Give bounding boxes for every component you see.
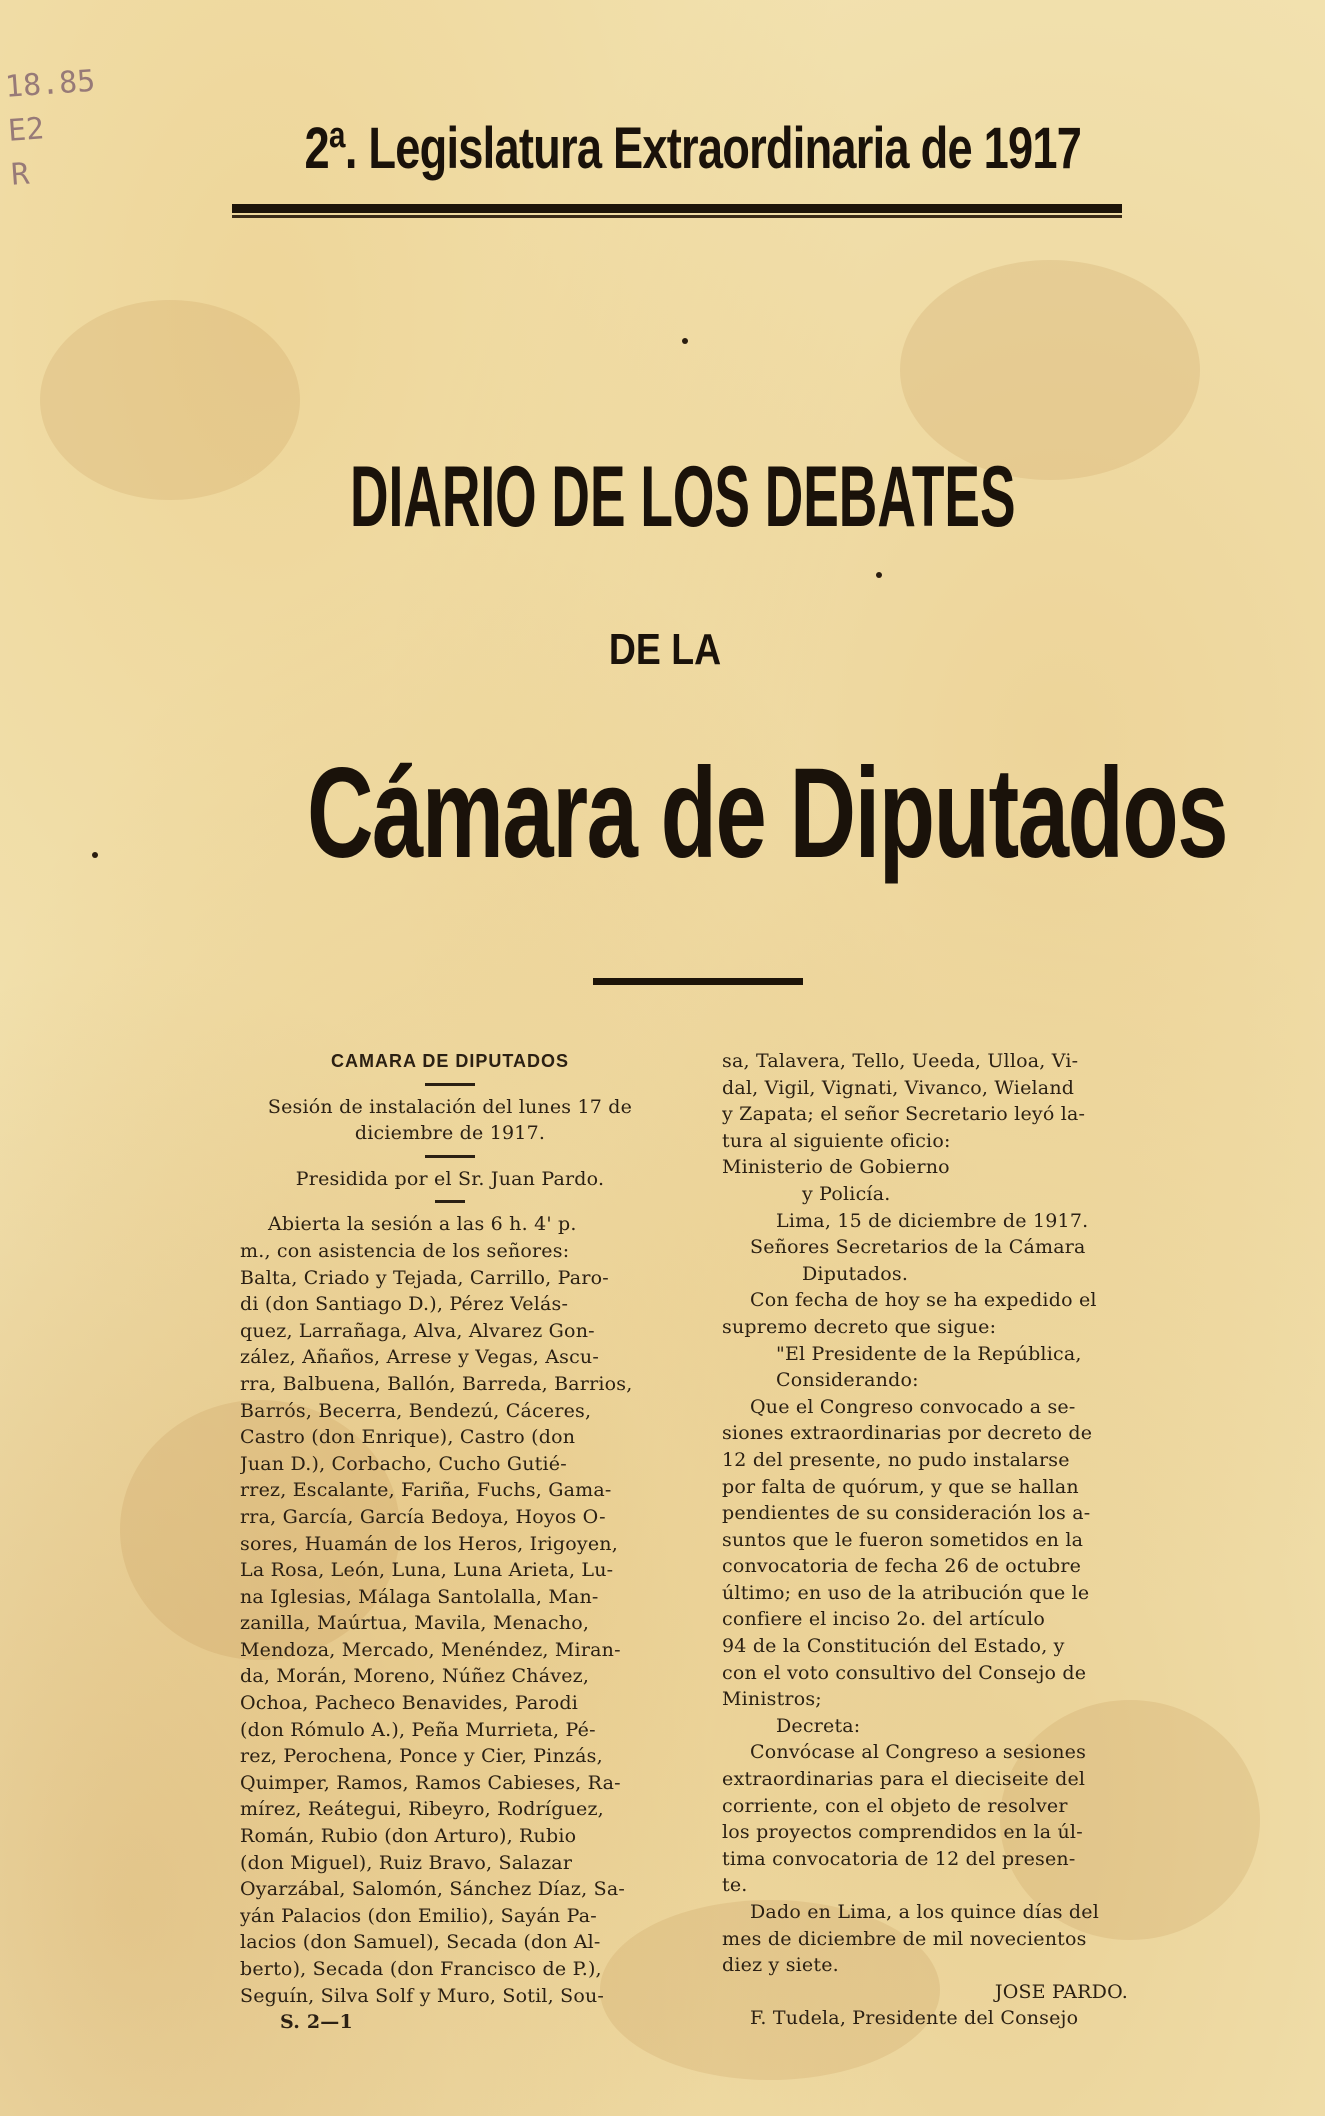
text-line: 12 del presente, no pudo instalarse [722, 1448, 1070, 1471]
text-line: 94 de la Constitución del Estado, y [722, 1635, 1065, 1658]
column-heading: CAMARA DE DIPUTADOS [331, 1051, 569, 1071]
short-rule [425, 1083, 475, 1086]
text-line: con el voto consultivo del Consejo de [722, 1661, 1087, 1684]
text-line: sa, Talavera, Tello, Ueeda, Ulloa, Vi- [722, 1050, 1079, 1072]
text-line: da, Morán, Moreno, Núñez Chávez, [240, 1665, 590, 1688]
text-line: rrez, Escalante, Fariña, Fuchs, Gama- [240, 1479, 612, 1502]
text-line: dal, Vigil, Vignati, Vivanco, Wieland [722, 1076, 1075, 1099]
text-line: Juan D.), Corbacho, Cucho Gutié- [240, 1452, 567, 1475]
subtitle-de-la: DE LA [608, 625, 722, 674]
text-line: diez y siete. [722, 1954, 839, 1977]
text-line: Mendoza, Mercado, Menéndez, Miran- [240, 1638, 621, 1661]
text-line: Quimper, Ramos, Ramos Cabieses, Ra- [240, 1771, 621, 1794]
text-line: Con fecha de hoy se ha expedido el [750, 1289, 1097, 1312]
text-line: Román, Rubio (don Arturo), Rubio [240, 1825, 577, 1848]
session-line: diciembre de 1917. [354, 1122, 546, 1145]
text-line: suntos que le fueron sometidos en la [722, 1528, 1084, 1551]
text-line: Considerando: [776, 1369, 919, 1392]
right-column [722, 1048, 1152, 2032]
session-line: Sesión de instalación del lunes 17 de [267, 1095, 633, 1118]
text-line: sores, Huamán de los Heros, Irigoyen, [240, 1532, 618, 1555]
text-line: di (don Santiago D.), Pérez Velás- [240, 1293, 569, 1316]
short-rule [425, 1155, 475, 1158]
text-line: Ministerio de Gobierno [722, 1156, 950, 1179]
heading-rule [232, 204, 1122, 213]
text-line: La Rosa, León, Luna, Luna Arieta, Lu- [240, 1559, 614, 1582]
text-line: na Iglesias, Málaga Santolalla, Man- [240, 1585, 599, 1608]
signature-mark: S. 2—1 [280, 2011, 353, 2034]
text-line: pendientes de su consideración los a- [722, 1502, 1091, 1525]
text-line: Decreta: [776, 1714, 861, 1737]
ink-dot [876, 572, 882, 578]
text-line: mírez, Reátegui, Ribeyro, Rodríguez, [240, 1798, 604, 1821]
text-line: supremo decreto que sigue: [722, 1315, 997, 1338]
chamber-title: Cámara de Diputados [307, 742, 1228, 885]
text-line: m., con asistencia de los señores: [240, 1239, 570, 1262]
short-rule [435, 1200, 465, 1203]
text-line: los proyectos comprendidos en la úl- [722, 1821, 1083, 1844]
ink-dot [682, 338, 688, 344]
text-line: Que el Congreso convocado a se- [750, 1395, 1076, 1418]
text-line: tura al siguiente oficio: [722, 1129, 951, 1152]
text-line: JOSE PARDO. [994, 1980, 1128, 2003]
text-line: quez, Larrañaga, Alva, Alvarez Gon- [240, 1319, 595, 1342]
text-line: zález, Añaños, Arrese y Vegas, Ascu- [240, 1346, 599, 1369]
text-line: Castro (don Enrique), Castro (don [240, 1426, 576, 1449]
ink-dot [92, 852, 98, 858]
text-line: convocatoria de fecha 26 de octubre [722, 1555, 1082, 1578]
text-line: siones extraordinarias por decreto de [722, 1422, 1093, 1445]
text-line: Oyarzábal, Salomón, Sánchez Díaz, Sa- [240, 1878, 625, 1901]
text-line: Lima, 15 de diciembre de 1917. [776, 1209, 1089, 1232]
text-line: lacios (don Samuel), Secada (don Al- [240, 1931, 601, 1954]
margin-note: 18.85 E2 R [3, 63, 97, 193]
text-line: F. Tudela, Presidente del Consejo [750, 2007, 1079, 2030]
text-line: "El Presidente de la República, [776, 1342, 1082, 1365]
text-line: tima convocatoria de 12 del presen- [722, 1847, 1076, 1870]
text-line: Dado en Lima, a los quince días del [750, 1901, 1099, 1923]
text-line: berto), Secada (don Francisco de P.), [240, 1958, 602, 1980]
text-line: rra, García, García Bedoya, Hoyos O- [240, 1505, 606, 1528]
text-line: y Policía. [802, 1182, 891, 1205]
text-line: Ministros; [722, 1688, 822, 1711]
text-line: Diputados. [802, 1262, 909, 1285]
left-column [240, 1048, 660, 2036]
text-line: (don Miguel), Ruiz Bravo, Salazar [240, 1851, 573, 1874]
text-line: Señores Secretarios de la Cámara [750, 1236, 1086, 1259]
text-line: y Zapata; el señor Secretario leyó la- [722, 1103, 1086, 1126]
presided-line: Presidida por el Sr. Juan Pardo. [295, 1167, 605, 1190]
main-title: DIARIO DE LOS DEBATES [350, 449, 1016, 545]
text-line: te. [722, 1874, 748, 1897]
legislature-heading: 2ª. Legislatura Extraordinaria de 1917 [304, 116, 1082, 181]
text-line: yán Palacios (don Emilio), Sayán Pa- [240, 1904, 597, 1927]
text-line: Barrós, Becerra, Bendezú, Cáceres, [240, 1399, 592, 1422]
text-line: zanilla, Maúrtua, Mavila, Menacho, [240, 1612, 590, 1635]
heading-rule-thin [232, 215, 1122, 218]
text-line: Balta, Criado y Tejada, Carrillo, Paro- [240, 1266, 609, 1289]
attendance-text [240, 1211, 660, 2009]
text-line: por falta de quórum, y que se hallan [722, 1475, 1079, 1498]
text-line: rez, Perochena, Ponce y Cier, Pinzás, [240, 1745, 603, 1768]
text-line: Abierta la sesión a las 6 h. 4' p. [268, 1213, 577, 1236]
text-line: Convócase al Congreso a sesiones [750, 1741, 1087, 1764]
text-line: confiere el inciso 2o. del artículo [722, 1608, 1045, 1631]
text-line: último; en uso de la atribución que le [722, 1581, 1090, 1604]
text-line: rra, Balbuena, Ballón, Barreda, Barrios, [240, 1372, 633, 1395]
section-rule [593, 978, 803, 985]
text-line: (don Rómulo A.), Peña Murrieta, Pé- [240, 1718, 596, 1741]
text-line: mes de diciembre de mil novecientos [722, 1927, 1087, 1950]
text-line: Seguín, Silva Solf y Muro, Sotil, Sou- [240, 1984, 605, 2007]
text-line: Ochoa, Pacheco Benavides, Parodi [240, 1692, 579, 1715]
text-line: corriente, con el objeto de resolver [722, 1794, 1068, 1817]
text-line: extraordinarias para el dieciseite del [722, 1768, 1086, 1791]
